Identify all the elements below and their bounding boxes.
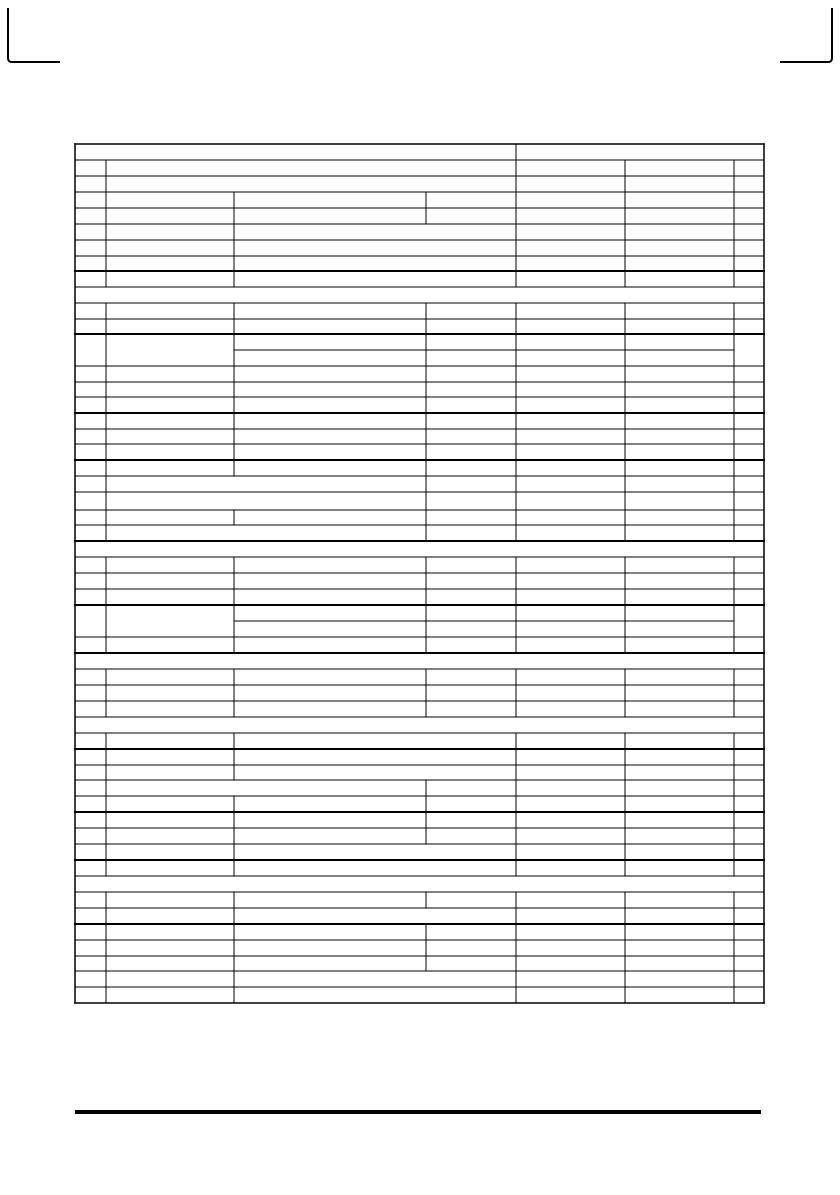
corner-marks [8, 8, 832, 62]
corner-mark-top-left [8, 8, 60, 62]
footer-rule [75, 1110, 761, 1114]
form-table [75, 144, 764, 1003]
corner-mark-top-right [780, 8, 832, 62]
